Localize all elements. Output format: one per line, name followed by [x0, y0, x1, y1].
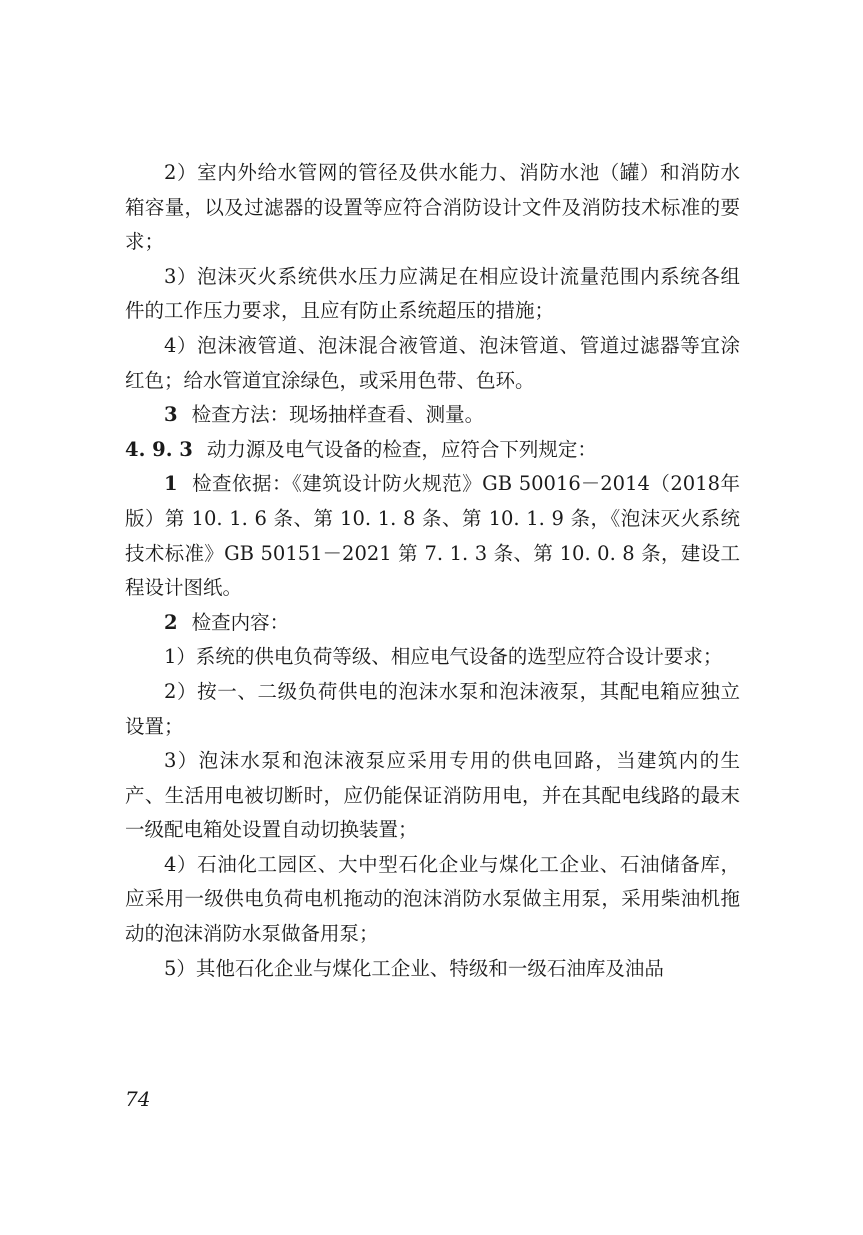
document-body: [125, 156, 740, 986]
item-number: 1: [164, 472, 178, 496]
item-number: 2: [164, 610, 178, 634]
clause-number: 4. 9. 3: [125, 437, 193, 461]
page-number: 74: [125, 1087, 151, 1111]
paragraph-subitem-3: 3）泡沫水泵和泡沫液泵应采用专用的供电回路，当建筑内的生产、生活用电被切断时，应仍能保证消防用电，并在其配电线路的最末一级配电箱处设置自动切换装置；: [125, 749, 740, 842]
paragraph-check-basis: 1 检查依据：《建筑设计防火规范》GB 50016－2014（2018年版）第 10. 1. 6 条、第 10. 1. 8 条、第 10. 1. 9 条，《泡沫灭火系统技术标准》GB 50151－2021 第 7. 1. 3 条、第 10. 0. 8 条，建设工程设计图纸。: [125, 472, 740, 600]
paragraph-check-method: 3 检查方法：现场抽样查看、测量。: [164, 403, 485, 427]
paragraph-check-content: 2 检查内容：: [164, 610, 290, 634]
clause-heading: 4. 9. 3 动力源及电气设备的检查，应符合下列规定：: [125, 437, 597, 461]
item-number: 3: [164, 403, 178, 427]
paragraph-subitem-4: 4）石油化工园区、大中型石化企业与煤化工企业、石油储备库，应采用一级供电负荷电机拖动的泡沫消防水泵做主用泵，采用柴油机拖动的泡沫消防水泵做备用泵；: [125, 852, 740, 946]
paragraph-subitem-5: 5）其他石化企业与煤化工企业、特级和一级石油库及油品: [164, 956, 664, 980]
paragraph-subitem-1: 1）系统的供电负荷等级、相应电气设备的选型应符合设计要求；: [164, 645, 723, 669]
paragraph-item-3: 3）泡沫灭火系统供水压力应满足在相应设计流量范围内系统各组件的工作压力要求，且应有防止系统超压的措施；: [125, 264, 740, 323]
paragraph-subitem-2: 2）按一、二级负荷供电的泡沫水泵和泡沫液泵，其配电箱应独立设置；: [125, 679, 740, 738]
paragraph-item-2: 2）室内外给水管网的管径及供水能力、消防水池（罐）和消防水箱容量，以及过滤器的设置等应符合消防设计文件及消防技术标准的要求；: [125, 161, 740, 254]
paragraph-item-4: 4）泡沫液管道、泡沫混合液管道、泡沫管道、管道过滤器等宜涂红色；给水管道宜涂绿色，或采用色带、色环。: [125, 333, 740, 392]
